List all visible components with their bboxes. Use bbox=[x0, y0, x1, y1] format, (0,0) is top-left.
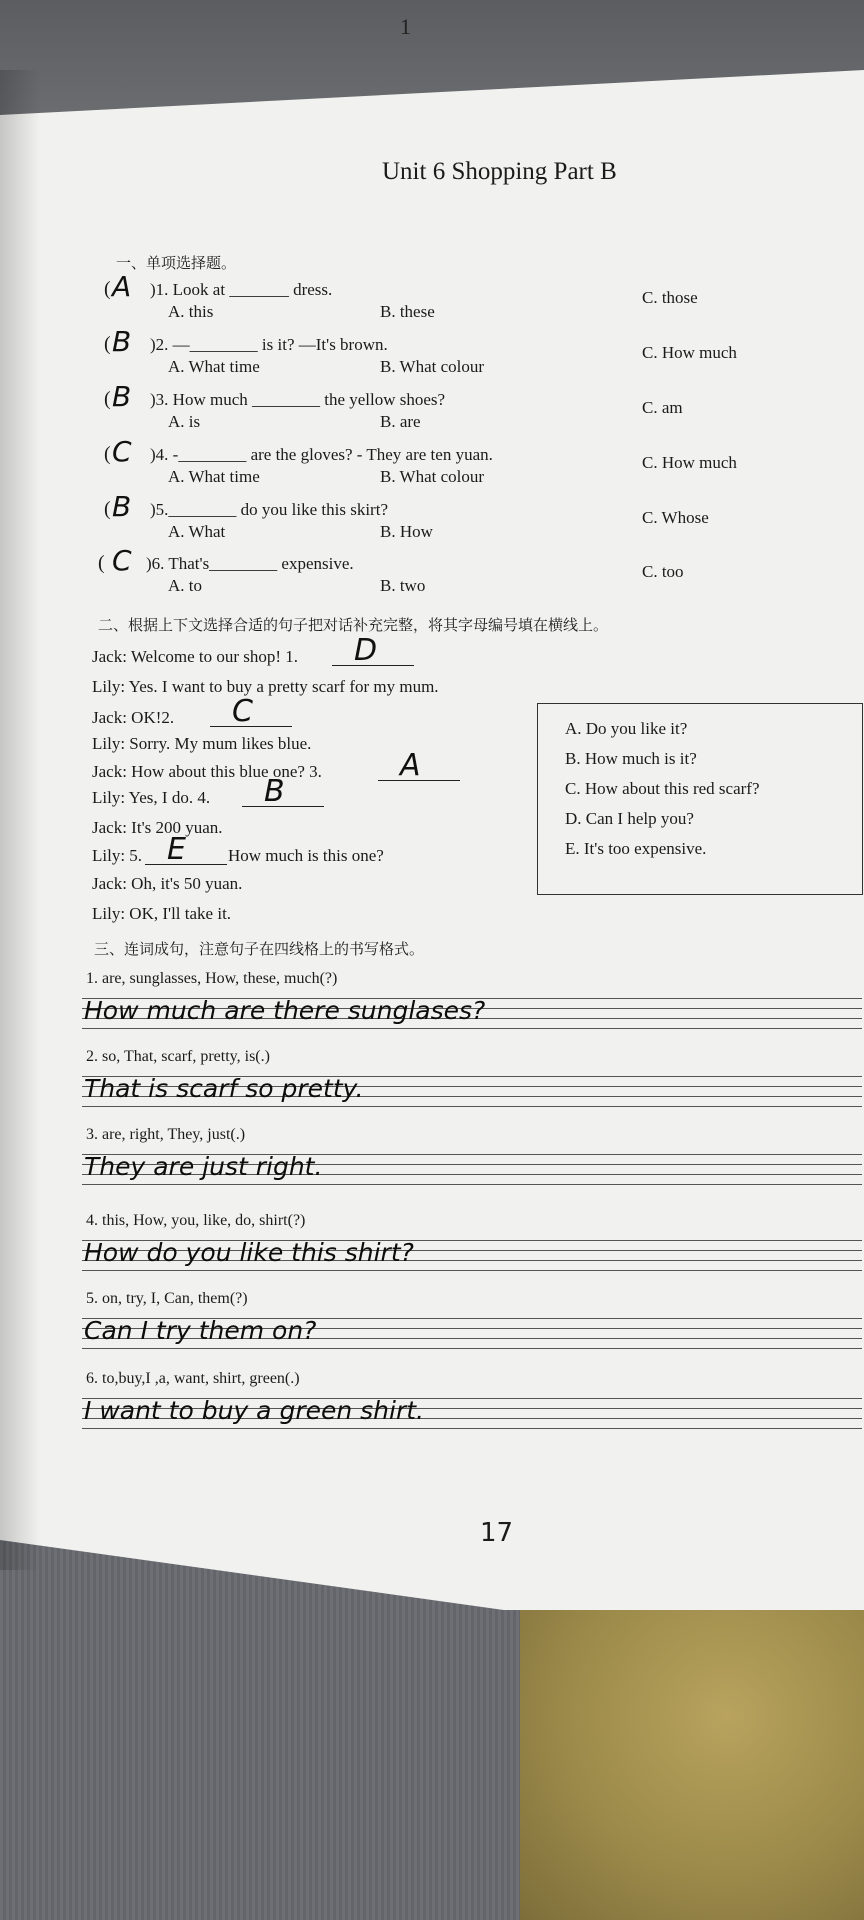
option-c: C. Whose bbox=[642, 508, 709, 527]
question-text: )4. -________ are the gloves? - They are ten yuan. bbox=[150, 445, 493, 464]
top-mark: 1 bbox=[400, 14, 411, 39]
option-a: A. What time bbox=[168, 467, 260, 486]
dialogue-answer: C bbox=[232, 694, 253, 729]
dialogue-answer: B bbox=[264, 774, 285, 809]
option-b: B. What colour bbox=[380, 357, 485, 376]
page-title: Unit 6 Shopping Part B bbox=[382, 158, 617, 185]
dialogue-line: Lily: Sorry. My mum likes blue. bbox=[92, 734, 312, 753]
option-c: C. How much bbox=[642, 453, 737, 472]
answer-letter: A bbox=[112, 270, 132, 303]
paren-open: ( bbox=[104, 498, 111, 520]
question-text: )2. —________ is it? —It's brown. bbox=[150, 335, 388, 354]
sentence-prompt: 3. are, right, They, just(.) bbox=[86, 1126, 246, 1143]
dialogue-line: Jack: Welcome to our shop! 1. bbox=[92, 647, 299, 666]
option-c: C. those bbox=[642, 288, 698, 307]
dialogue-line: Jack: Oh, it's 50 yuan. bbox=[92, 874, 243, 893]
dialogue-answer: D bbox=[354, 633, 378, 668]
answer-letter: B bbox=[112, 380, 132, 413]
page-number: 17 bbox=[480, 1518, 514, 1548]
option-a: A. this bbox=[168, 302, 214, 321]
sentence-prompt: 6. to,buy,I ,a, want, shirt, green(.) bbox=[86, 1370, 300, 1387]
section2-heading: 二、根据上下文选择合适的句子把对话补充完整，将其字母编号填在横线上。 bbox=[98, 616, 609, 634]
option-a: A. What bbox=[168, 522, 226, 541]
answer-letter: B bbox=[112, 490, 132, 523]
answer-letter: C bbox=[112, 544, 132, 577]
question-text: )5.________ do you like this skirt? bbox=[150, 500, 388, 519]
written-answer: That is scarf so pretty. bbox=[84, 1074, 364, 1103]
sentence-prompt: 1. are, sunglasses, How, these, much(?) bbox=[86, 970, 338, 987]
written-answer: They are just right. bbox=[84, 1152, 323, 1181]
dialogue-line: Lily: Yes, I do. 4. bbox=[92, 788, 211, 807]
written-answer: How much are there sunglases? bbox=[84, 996, 486, 1025]
page-fold-shadow bbox=[0, 70, 40, 1570]
option-c: C. too bbox=[642, 562, 684, 581]
option-b: B. What colour bbox=[380, 467, 485, 486]
options-box bbox=[537, 703, 863, 895]
option-item: E. It's too expensive. bbox=[565, 839, 707, 858]
paren-open: ( bbox=[104, 388, 111, 410]
option-a: A. is bbox=[168, 412, 201, 431]
dialogue-line: Lily: Yes. I want to buy a pretty scarf for my mum. bbox=[92, 677, 439, 696]
option-item: A. Do you like it? bbox=[565, 719, 688, 738]
section3-heading: 三、连词成句，注意句子在四线格上的书写格式。 bbox=[94, 940, 425, 958]
option-b: B. are bbox=[380, 412, 421, 431]
option-c: C. am bbox=[642, 398, 683, 417]
option-b: B. two bbox=[380, 576, 426, 595]
option-a: A. What time bbox=[168, 357, 260, 376]
dialogue-line: Jack: OK!2. bbox=[92, 708, 175, 727]
dialogue-line: Jack: It's 200 yuan. bbox=[92, 818, 223, 837]
sentence-prompt: 4. this, How, you, like, do, shirt(?) bbox=[86, 1212, 306, 1229]
paren-open: ( bbox=[98, 552, 105, 574]
answer-blank bbox=[145, 848, 227, 865]
dialogue-answer: A bbox=[400, 748, 421, 783]
section1-heading: 一、单项选择题。 bbox=[116, 254, 237, 272]
background-cloth bbox=[520, 1580, 864, 1920]
sentence-prompt: 5. on, try, I, Can, them(?) bbox=[86, 1290, 248, 1307]
option-c: C. How much bbox=[642, 343, 737, 362]
dialogue-line-5-tail: How much is this one? bbox=[228, 846, 384, 865]
dialogue-answer: E bbox=[167, 832, 186, 867]
paren-open: ( bbox=[104, 278, 111, 300]
written-answer: Can I try them on? bbox=[84, 1316, 317, 1345]
paren-open: ( bbox=[104, 333, 111, 355]
dialogue-line: Lily: 5. bbox=[92, 846, 143, 865]
option-item: C. How about this red scarf? bbox=[565, 779, 760, 798]
option-a: A. to bbox=[168, 576, 202, 595]
written-answer: I want to buy a green shirt. bbox=[84, 1396, 424, 1425]
answer-letter: C bbox=[112, 435, 132, 468]
written-answer: How do you like this shirt? bbox=[84, 1238, 414, 1267]
option-b: B. How bbox=[380, 522, 433, 541]
question-text: )6. That's________ expensive. bbox=[146, 554, 354, 573]
dialogue-line: Lily: OK, I'll take it. bbox=[92, 904, 232, 923]
option-item: D. Can I help you? bbox=[565, 809, 694, 828]
paren-open: ( bbox=[104, 443, 111, 465]
dialogue-line: Jack: How about this blue one? 3. bbox=[92, 762, 322, 781]
option-b: B. these bbox=[380, 302, 435, 321]
question-text: )1. Look at _______ dress. bbox=[150, 280, 333, 299]
answer-letter: B bbox=[112, 325, 132, 358]
sentence-prompt: 2. so, That, scarf, pretty, is(.) bbox=[86, 1048, 270, 1065]
option-item: B. How much is it? bbox=[565, 749, 697, 768]
question-text: )3. How much ________ the yellow shoes? bbox=[150, 390, 446, 409]
